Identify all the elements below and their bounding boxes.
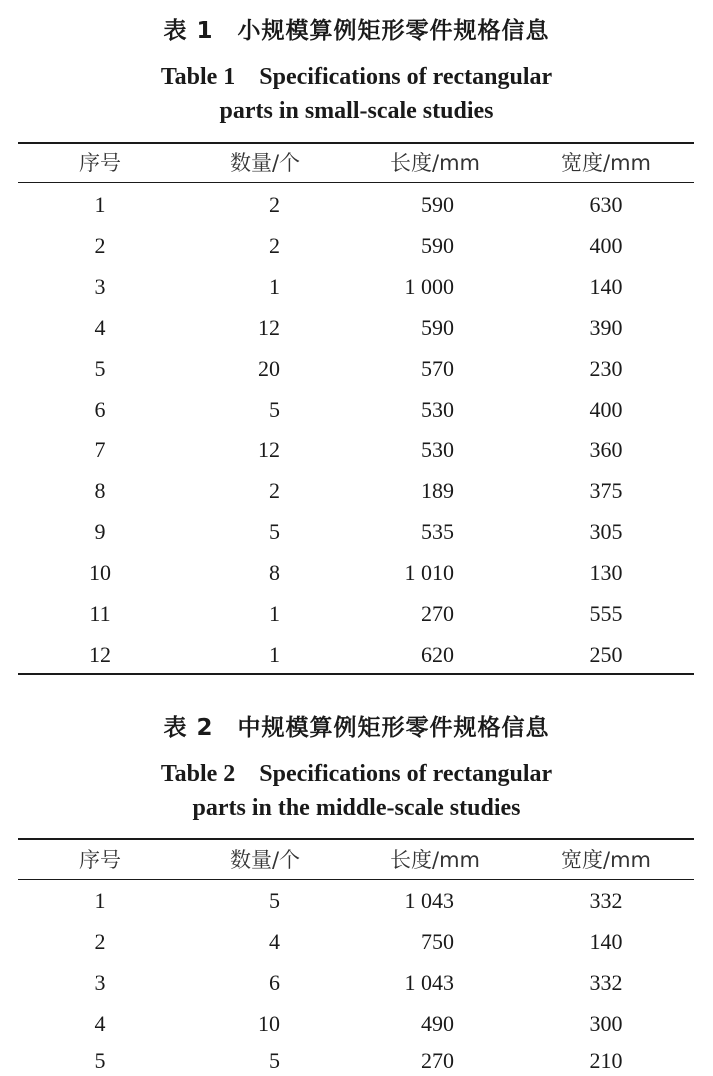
table-cell-width: 390 bbox=[589, 315, 623, 340]
table2-caption-zh: 表 2 中规模算例矩形零件规格信息 bbox=[163, 715, 550, 741]
table-row bbox=[0, 354, 713, 384]
table-cell-width: 400 bbox=[589, 397, 623, 422]
table-cell-width: 140 bbox=[589, 274, 623, 299]
table-cell-quantity: 5 bbox=[269, 397, 280, 422]
table2-header-row bbox=[0, 845, 713, 875]
table-cell-index: 11 bbox=[89, 601, 111, 626]
table-cell-width: 332 bbox=[589, 888, 623, 913]
table2-header-width: 宽度/mm bbox=[561, 848, 651, 872]
table-cell-quantity: 12 bbox=[258, 437, 280, 462]
table-cell-length: 620 bbox=[421, 642, 454, 667]
table-cell-length: 1 043 bbox=[404, 970, 454, 995]
table-cell-index: 3 bbox=[94, 970, 106, 995]
table-cell-length: 1 010 bbox=[404, 560, 454, 585]
table1-caption-en-line2: parts in small-scale studies bbox=[219, 98, 494, 124]
table-cell-width: 250 bbox=[589, 642, 623, 667]
table1-bottom-rule bbox=[18, 673, 694, 675]
table-row bbox=[0, 313, 713, 343]
table-cell-width: 300 bbox=[589, 1011, 623, 1036]
table-cell-length: 530 bbox=[421, 437, 454, 462]
table-cell-length: 530 bbox=[421, 397, 454, 422]
table-row bbox=[0, 927, 713, 957]
table2-header-length: 长度/mm bbox=[390, 848, 480, 872]
table-row bbox=[0, 231, 713, 261]
table-row bbox=[0, 968, 713, 998]
table1-header-rule bbox=[18, 182, 694, 183]
table-cell-index: 3 bbox=[94, 274, 106, 299]
table-row bbox=[0, 395, 713, 425]
table-row bbox=[0, 640, 713, 670]
table1-header-width: 宽度/mm bbox=[561, 151, 651, 175]
table-cell-width: 305 bbox=[589, 519, 623, 544]
table-cell-quantity: 10 bbox=[258, 1011, 280, 1036]
table-cell-quantity: 20 bbox=[258, 356, 280, 381]
table-cell-index: 1 bbox=[94, 192, 106, 217]
table-cell-width: 555 bbox=[589, 601, 623, 626]
table-row bbox=[0, 599, 713, 629]
table-cell-index: 4 bbox=[94, 315, 106, 340]
table2-caption-en-line2: parts in the middle-scale studies bbox=[192, 795, 521, 821]
table-cell-quantity: 4 bbox=[269, 929, 280, 954]
table1-header-quantity: 数量/个 bbox=[229, 151, 301, 175]
table-cell-index: 2 bbox=[94, 929, 106, 954]
table-cell-index: 7 bbox=[94, 437, 106, 462]
table2-caption-en-line1: Table 2 Specifications of rectangular bbox=[160, 761, 553, 787]
table-cell-width: 630 bbox=[589, 192, 623, 217]
table-cell-index: 5 bbox=[94, 1048, 106, 1073]
table-cell-length: 590 bbox=[421, 192, 454, 217]
table2-header-index: 序号 bbox=[79, 848, 121, 872]
table-cell-index: 1 bbox=[94, 888, 106, 913]
table-cell-index: 10 bbox=[89, 560, 111, 585]
table-row bbox=[0, 558, 713, 588]
table1-header-row bbox=[0, 148, 713, 178]
table-cell-width: 140 bbox=[589, 929, 623, 954]
table-cell-index: 8 bbox=[94, 478, 106, 503]
table-cell-width: 210 bbox=[589, 1048, 623, 1073]
table-cell-quantity: 5 bbox=[269, 1048, 280, 1073]
table-row bbox=[0, 1009, 713, 1039]
table-row bbox=[0, 886, 713, 916]
table-cell-width: 375 bbox=[589, 478, 623, 503]
table-cell-index: 2 bbox=[94, 233, 106, 258]
table1-caption-en-line1: Table 1 Specifications of rectangular bbox=[160, 64, 553, 90]
table-cell-index: 6 bbox=[94, 397, 106, 422]
table-cell-quantity: 1 bbox=[269, 601, 280, 626]
table-cell-quantity: 1 bbox=[269, 642, 280, 667]
table-cell-length: 490 bbox=[421, 1011, 454, 1036]
table1-top-rule bbox=[18, 142, 694, 144]
table-row bbox=[0, 517, 713, 547]
table2-header-quantity: 数量/个 bbox=[229, 848, 301, 872]
table2-header-rule bbox=[18, 879, 694, 880]
table-cell-quantity: 12 bbox=[258, 315, 280, 340]
table1-header-length: 长度/mm bbox=[390, 151, 480, 175]
table-row bbox=[0, 190, 713, 220]
table-cell-length: 570 bbox=[421, 356, 454, 381]
table-cell-index: 4 bbox=[94, 1011, 106, 1036]
table-cell-width: 332 bbox=[589, 970, 623, 995]
table-cell-index: 12 bbox=[89, 642, 111, 667]
table-cell-length: 750 bbox=[421, 929, 454, 954]
table-cell-quantity: 8 bbox=[269, 560, 280, 585]
table2-top-rule bbox=[18, 838, 694, 840]
table-cell-quantity: 5 bbox=[269, 519, 280, 544]
table-cell-length: 270 bbox=[421, 1048, 454, 1073]
table-row bbox=[0, 1046, 713, 1076]
table-row bbox=[0, 435, 713, 465]
table-row bbox=[0, 476, 713, 506]
table-cell-length: 189 bbox=[421, 478, 454, 503]
table-cell-quantity: 2 bbox=[269, 192, 280, 217]
table-cell-length: 1 000 bbox=[404, 274, 454, 299]
table-cell-length: 535 bbox=[421, 519, 454, 544]
table-cell-quantity: 2 bbox=[269, 233, 280, 258]
table-cell-quantity: 2 bbox=[269, 478, 280, 503]
table-cell-length: 590 bbox=[421, 233, 454, 258]
table-cell-width: 360 bbox=[589, 437, 623, 462]
table-cell-width: 230 bbox=[589, 356, 623, 381]
table1-header-index: 序号 bbox=[79, 151, 121, 175]
table-cell-index: 9 bbox=[94, 519, 106, 544]
table-cell-quantity: 1 bbox=[269, 274, 280, 299]
table-cell-index: 5 bbox=[94, 356, 106, 381]
table-cell-length: 270 bbox=[421, 601, 454, 626]
table-cell-width: 130 bbox=[589, 560, 623, 585]
table-cell-quantity: 5 bbox=[269, 888, 280, 913]
table-cell-width: 400 bbox=[589, 233, 623, 258]
table-cell-length: 590 bbox=[421, 315, 454, 340]
table-cell-length: 1 043 bbox=[404, 888, 454, 913]
table1-caption-zh: 表 1 小规模算例矩形零件规格信息 bbox=[163, 18, 550, 44]
table-row bbox=[0, 272, 713, 302]
table-cell-quantity: 6 bbox=[269, 970, 280, 995]
